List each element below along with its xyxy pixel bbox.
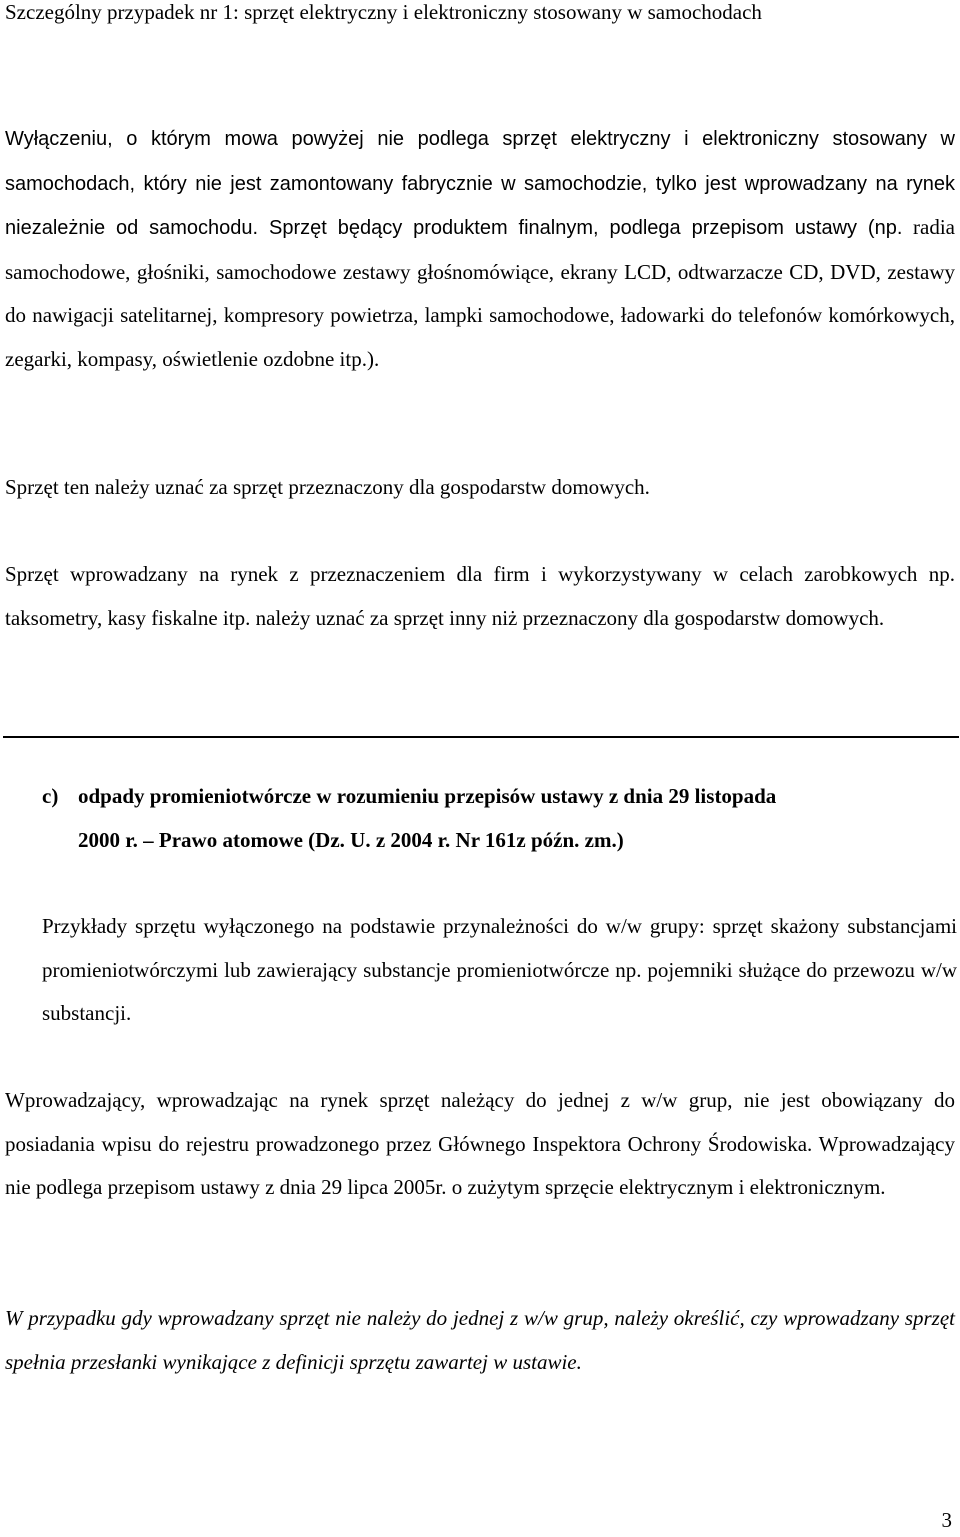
paragraph-2: Sprzęt ten należy uznać za sprzęt przeznaczony dla gospodarstw domowych.	[5, 475, 650, 499]
section-heading: Szczególny przypadek nr 1: sprzęt elektryczny i elektroniczny stosowany w samochodach	[5, 0, 762, 24]
paragraph-4: Przykłady sprzętu wyłączonego na podstawie przynależności do w/w grupy: sprzęt skażony substancjami promieniotwórczymi lub zawierający substancje promieniotwórcze np. pojemniki służące do przewozu w/w substancji.	[42, 914, 957, 1025]
section-c-line-1: odpady promieniotwórcze w rozumieniu przepisów ustawy z dnia 29 listopada	[78, 784, 777, 808]
paragraph-3: Sprzęt wprowadzany na rynek z przeznaczeniem dla firm i wykorzystywany w celach zarobkowych np. taksometry, kasy fiskalne itp. należy uznać za sprzęt inny niż przeznaczony dla gospodarstw domowych.	[5, 562, 955, 630]
section-c-marker: c)	[42, 784, 59, 808]
section-c-line-2: 2000 r. – Prawo atomowe (Dz. U. z 2004 r. Nr 161z późn. zm.)	[78, 827, 624, 852]
page-number: 3	[941, 1508, 952, 1532]
paragraph-6: W przypadku gdy wprowadzany sprzęt nie należy do jednej z w/w grup, należy określić, czy wprowadzany sprzęt spełnia przesłanki wynikające z definicji sprzętu zawartej w ustawie.	[5, 1306, 955, 1374]
paragraph-sanitary-exemption	[5, 117, 955, 381]
paragraph-5: Wprowadzający, wprowadzając na rynek sprzęt należący do jednej z w/w grup, nie jest obowiązany do posiadania wpisu do rejestru prowadzonego przez Głównego Inspektora Ochrony Środowiska. Wprowadzający nie podlega przepisom ustawy z dnia 29 lipca 2005r. o zużytym sprzęcie elektrycznym i elektronicznym.	[5, 1088, 955, 1199]
horizontal-divider	[3, 736, 959, 738]
paragraph-1-part-a: Wyłączeniu, o którym mowa powyżej nie podlega sprzęt elektryczny i elektroniczny stosowany w samochodach, który nie jest zamontowany fabrycznie w samochodzie, tylko jest wprowadzany na rynek niezależnie od samochodu. Sprzęt będący produktem finalnym, podlega przepisom ustawy (np.	[5, 128, 955, 239]
paragraph-1-part-b: radia samochodowe, głośniki, samochodowe zestawy głośnomówiące, ekrany LCD, odtwarzacze CD, DVD, zestawy do nawigacji satelitarnej, kompresory powietrza, lampki samochodowe, ładowarki do telefonów komórkowych, zegarki, kompasy, oświetlenie ozdobne itp.).	[5, 215, 955, 371]
paragraph-household	[5, 466, 955, 510]
paragraph-definition-note	[5, 1297, 955, 1384]
paragraph-registration	[5, 1079, 955, 1210]
section-c-heading	[42, 775, 957, 862]
paragraph-examples	[42, 905, 957, 1036]
paragraph-business	[5, 553, 955, 640]
